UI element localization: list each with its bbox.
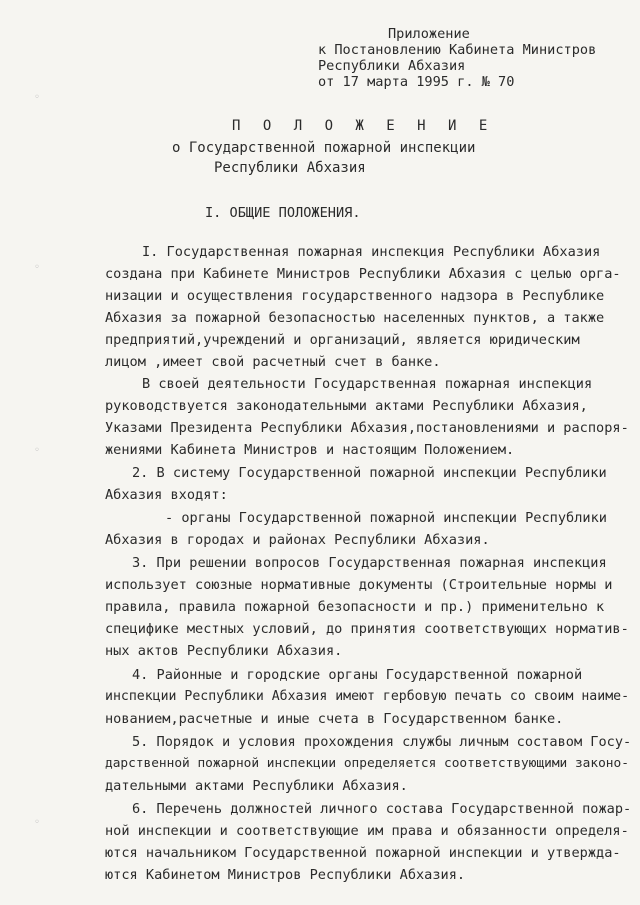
margin-mark-icon: ◦ — [34, 92, 41, 103]
paragraph-line: В своей деятельности Государственная пожарная инспекция — [142, 376, 593, 392]
margin-mark-icon: ◦ — [34, 445, 41, 456]
header-line: к Постановлению Кабинета Министров — [318, 42, 597, 58]
paragraph-line: правила, правила пожарной безопасности и пр.) применительно к — [105, 599, 605, 615]
paragraph-line: нованием,расчетные и иные счета в Государственном банке. — [105, 711, 564, 727]
paragraph-line: Абхазия за пожарной безопасностью населенных пунктов, а также — [105, 310, 605, 326]
paragraph-line: - органы Государственной пожарной инспекции Республики — [165, 510, 607, 526]
paragraph-line: специфике местных условий, до принятия соответствующих норматив- — [105, 621, 629, 637]
paragraph-line: 5. Порядок и условия прохождения службы личным составом Госу- — [132, 734, 632, 750]
paragraph-line: создана при Кабинете Министров Республики Абхазия с целью орга- — [105, 266, 621, 282]
paragraph-line: руководствуется законодательными актами Республики Абхазия, — [105, 398, 588, 414]
paragraph-line: ются начальником Государственной пожарной инспекции и утвержда- — [105, 845, 621, 861]
paragraph-line: инспекции Республики Абхазия имеют гербовую печать со своим наиме- — [105, 689, 630, 704]
header-line: Приложение — [388, 26, 470, 42]
paragraph-line: 4. Районные и городские органы Государственной пожарной — [132, 667, 583, 683]
paragraph-line: 3. При решении вопросов Государственная пожарная инспекция — [132, 555, 607, 571]
paragraph-line: Абхазия входят: — [105, 487, 228, 503]
paragraph-line: 6. Перечень должностей личного состава Государственной пожар- — [132, 801, 632, 817]
paragraph-line: дательными актами Республики Абхазия. — [105, 778, 408, 794]
paragraph-line: ются Кабинетом Министров Республики Абхазия. — [105, 867, 466, 883]
paragraph-line: 2. В систему Государственной пожарной инспекции Республики — [132, 465, 607, 481]
paragraph-line: Указами Президента Республики Абхазия,постановлениями и распоря- — [105, 420, 629, 436]
paragraph-line: низации и осуществления государственного надзора в Республике — [105, 288, 605, 304]
margin-mark-icon: ◦ — [34, 817, 41, 828]
section-heading: I. ОБЩИЕ ПОЛОЖЕНИЯ. — [205, 205, 361, 221]
paragraph-line: предприятий,учреждений и организаций, является юридическим — [105, 332, 580, 348]
paragraph-line: ной инспекции и соответствующие им права и обязанности определя- — [105, 823, 629, 839]
header-line: от 17 марта 1995 г. № 70 — [318, 74, 515, 90]
header-line: Республики Абхазия — [318, 58, 466, 74]
paragraph-line: дарственной пожарной инспекции определяется соответствующими законо- — [105, 756, 629, 771]
paragraph-line: использует союзные нормативные документы (Строительные нормы и — [105, 577, 613, 593]
paragraph-line: Абхазия в городах и районах Республики Абхазия. — [105, 532, 490, 548]
margin-mark-icon: ◦ — [34, 262, 41, 273]
paragraph-line: I. Государственная пожарная инспекция Республики Абхазия — [142, 244, 601, 260]
paragraph-line: ных актов Республики Абхазия. — [105, 643, 343, 659]
paragraph-line: жениями Кабинета Министров и настоящим Положением. — [105, 442, 515, 458]
document-title: П О Л О Ж Е Н И Е — [232, 118, 495, 134]
document-subtitle: Республики Абхазия — [214, 160, 366, 176]
document-subtitle: о Государственной пожарной инспекции — [172, 140, 476, 156]
paragraph-line: лицом ,имеет свой расчетный счет в банке. — [105, 354, 441, 370]
